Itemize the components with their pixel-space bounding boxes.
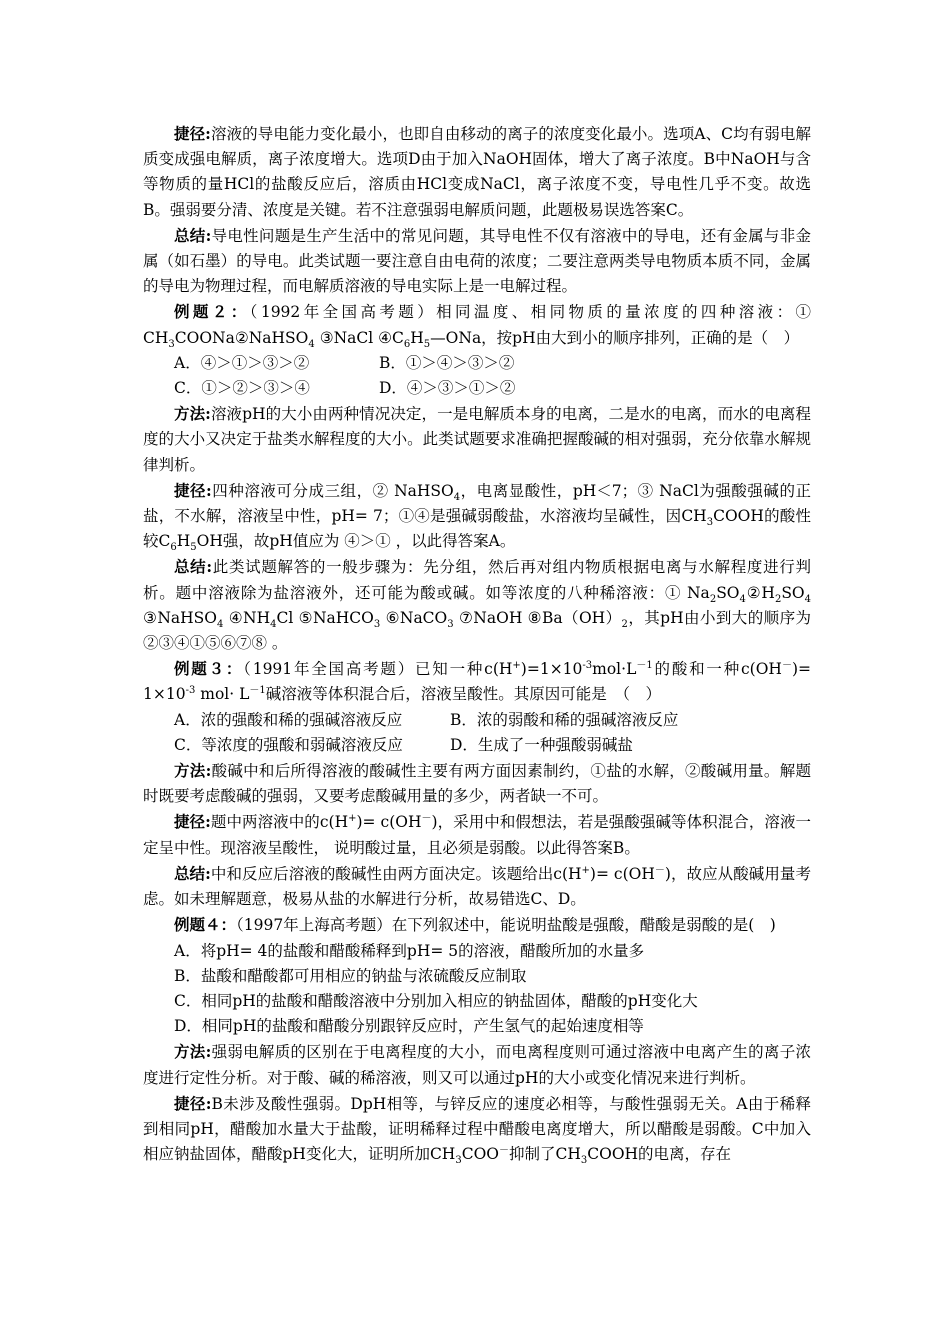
- subscript: 3: [168, 338, 175, 350]
- text-run: 碱溶液等体积混合后，溶液呈酸性。其原因可能是 （ ）: [265, 685, 662, 704]
- label-shortcut: 捷径:: [174, 480, 212, 500]
- text-run: ，其pH由小到大的顺序为 ②③④①⑤⑥⑦⑧ 。: [143, 608, 811, 653]
- paragraph-text: 导电性问题是生产生活中的常见问题，其导电性不仅有溶液中的导电，还有金属与非金属（如石墨）的导电。此类试题一要注意自由电荷的浓度；二要注意两类导电物质本质不同，金属的导电为物理过程，而电解质溶液的导电实际上是一电解过程。: [143, 226, 811, 296]
- subscript: 5: [423, 338, 431, 350]
- text-run: ②H: [745, 583, 775, 602]
- label-example-4: 例题４：: [174, 915, 237, 935]
- subscript: 4: [739, 593, 746, 605]
- superscript: +: [581, 864, 590, 876]
- paragraph-shortcut-1: [143, 121, 811, 223]
- label-example-2: 例题２：: [174, 302, 250, 322]
- paragraph-text: 酸碱中和后所得溶液的酸碱性主要有两方面因素制约，①盐的水解，②酸碱用量。解题时既要考虑酸碱的强弱，又要考虑酸碱用量的多少，两者缺一不可。: [143, 762, 811, 806]
- option-a: A．将pH= 4的盐酸和醋酸稀释到pH= 5的溶液，醋酸所加的水量多: [174, 941, 645, 960]
- text-run: SO: [781, 583, 805, 602]
- text-run: SO: [716, 583, 740, 602]
- superscript: -3: [185, 685, 196, 697]
- text-run: ，电离显酸性，pH＜7；③ NaCl为强酸强碱的正盐，不水解，溶液呈中性，pH= 7；①④是强碱弱酸盐，水溶液均呈碱性，因CH: [143, 481, 811, 526]
- text-run: COONa②NaHSO: [174, 328, 309, 347]
- text-run: 的酸和一种c(OH: [652, 660, 782, 679]
- paragraph-summary-1: [143, 223, 811, 300]
- superscript: －1: [636, 660, 653, 672]
- superscript: －: [654, 864, 665, 876]
- subscript: 3: [580, 1155, 588, 1167]
- subscript: 3: [373, 618, 381, 630]
- text-run: 中和反应后溶液的酸碱性由两方面决定。该题给出c(H: [210, 864, 582, 883]
- subscript: 4: [308, 338, 315, 350]
- paragraph-text: 溶液的导电能力变化最小，也即自由移动的离子的浓度变化最小。选项A、C均有弱电解质变成强电解质，离子浓度增大。选项D由于加入NaOH固体，增大了离子浓度。B中NaOH与含等物质的量HCl的盐酸反应后，溶质由HCl变成NaCl，离子浓度不变，导电性几乎不变。故选B。强弱要分清、浓度是关键。若不注意强弱电解质问题，此题极易误选答案C。: [143, 125, 811, 219]
- superscript: －: [421, 813, 432, 825]
- paragraph-shortcut-4: [143, 1091, 811, 1168]
- label-example-3: 例题３：: [174, 659, 244, 679]
- subscript: 4: [216, 618, 224, 630]
- subscript: 2: [774, 593, 782, 605]
- superscript: －: [781, 660, 792, 672]
- option-c: C．等浓度的强酸和弱碱溶液反应: [174, 735, 403, 754]
- example-3-question: [143, 656, 811, 707]
- paragraph-method-2: [143, 401, 811, 478]
- example-4-question: [143, 912, 811, 938]
- paragraph-method-4: [143, 1039, 811, 1090]
- option-b: B．盐酸和醋酸都可用相应的钠盐与浓硫酸反应制取: [174, 966, 527, 985]
- label-shortcut: 捷径:: [174, 124, 211, 143]
- superscript: -3: [582, 660, 593, 672]
- text-run: )=1×10: [520, 660, 583, 679]
- label-method: 方法:: [174, 761, 212, 781]
- paragraph-method-3: [143, 758, 811, 809]
- text-run: COOH的酸性较C: [143, 507, 811, 551]
- text-run: COO: [461, 1145, 499, 1164]
- paragraph-shortcut-3: [143, 809, 811, 860]
- subscript: 5: [190, 542, 197, 554]
- subscript: 6: [170, 542, 177, 554]
- text-run: 四种溶液可分成三组，② NaHSO: [211, 481, 454, 500]
- paragraph-summary-3: [143, 861, 811, 912]
- text-run: ⑥NaCO: [380, 608, 448, 627]
- text-run: B未涉及酸性强弱。DpH相等，与锌反应的速度必相等，与酸性强弱无关。A由于稀释到相同pH，醋酸加水量大于盐酸，证明稀释过程中醋酸电离度增大，所以醋酸是弱酸。C中加入相应钠盐固体，醋酸pH变化大，证明所加CH: [143, 1094, 812, 1164]
- text-run: ④NH: [223, 608, 271, 627]
- subscript: 3: [447, 618, 454, 630]
- paragraph-text: 强弱电解质的区别在于电离程度的大小，而电离程度则可通过溶液中电离产生的离子浓度进行定性分析。对于酸、碱的稀溶液，则又可以通过pH的大小或变化情况来进行判析。: [143, 1043, 811, 1087]
- document-page: [143, 121, 811, 1167]
- text-run: ⑦NaOH ⑧Ba（OH）: [453, 608, 622, 627]
- label-method: 方法:: [174, 404, 211, 424]
- text-run: )= c(OH: [356, 813, 422, 832]
- superscript: －1: [249, 685, 266, 697]
- example-3-options-row-1: [143, 708, 811, 733]
- subscript: 4: [804, 593, 812, 605]
- text-run: —ONa，按pH由大到小的顺序排列，正确的是（ ）: [430, 328, 800, 347]
- text-run: OH强，故pH值应为 ④＞① ，以此得答案A。: [196, 532, 516, 551]
- label-shortcut: 捷径:: [174, 812, 211, 832]
- text-run: 题中两溶液中的c(H: [210, 813, 349, 832]
- superscript: +: [348, 813, 357, 825]
- subscript: 2: [621, 618, 628, 630]
- option-c: C．①＞②＞③＞④: [174, 379, 310, 398]
- example-3-options-row-2: [143, 733, 811, 758]
- paragraph-summary-2: [143, 554, 811, 656]
- option-b: B．①＞④＞③＞②: [379, 353, 515, 372]
- text-run: mol·L: [592, 660, 637, 679]
- text-run: )= 1×10: [143, 660, 811, 704]
- example-2-options-row-1: [143, 351, 811, 376]
- text-run: （1997年上海高考题）在下列叙述中，能说明盐酸是强酸，醋酸是弱酸的是( ): [236, 916, 776, 935]
- text-run: )= c(OH: [589, 864, 655, 883]
- example-2-options-row-2: [143, 376, 811, 401]
- text-run: H: [176, 532, 191, 551]
- label-summary: 总结:: [174, 557, 213, 577]
- label-summary: 总结:: [174, 225, 212, 245]
- option-d: D．相同pH的盐酸和醋酸分别跟锌反应时，产生氢气的起始速度相等: [174, 1017, 644, 1036]
- text-run: mol· L: [195, 685, 250, 704]
- example-2-question: [143, 299, 811, 350]
- subscript: 6: [403, 338, 411, 350]
- text-run: Cl ⑤NaHCO: [276, 608, 374, 627]
- subscript: 3: [455, 1155, 462, 1167]
- subscript: 4: [270, 618, 277, 630]
- superscript: +: [512, 660, 521, 672]
- label-summary: 总结:: [174, 863, 211, 883]
- subscript: 3: [706, 517, 714, 529]
- option-c: C．相同pH的盐酸和醋酸溶液中分别加入相应的钠盐固体，醋酸的pH变化大: [174, 991, 698, 1010]
- text-run: )，采用中和假想法，若是强酸强碱等体积混合，溶液一定呈中性。现溶液呈酸性， 说明酸过量，且必须是弱酸。以此得答案B。: [143, 813, 812, 857]
- subscript: 2: [709, 593, 717, 605]
- option-b: B．浓的弱酸和稀的强碱溶液反应: [450, 710, 679, 729]
- text-run: COOH的电离，存在: [587, 1145, 732, 1164]
- text-run: 抑制了CH: [508, 1145, 581, 1164]
- text-run: ③NaCl ④C: [314, 328, 404, 347]
- label-shortcut: 捷径:: [174, 1093, 212, 1113]
- option-d: D．④＞③＞①＞②: [379, 379, 516, 398]
- text-run: )，故应从酸碱用量考虑。如未理解题意，极易从盐的水解进行分析，故易错选C、D。: [143, 864, 811, 909]
- option-a: A．浓的强酸和稀的强碱溶液反应: [174, 710, 403, 729]
- text-run: ③NaHSO: [143, 608, 217, 627]
- option-a: A．④＞①＞③＞②: [174, 353, 310, 372]
- label-method: 方法:: [174, 1042, 212, 1062]
- text-run: 此类试题解答的一般步骤为：先分组，然后再对组内物质根据电离与水解程度进行判析。题中溶液除为盐溶液外，还可能为酸或碱。如等浓度的八种稀溶液：① Na: [143, 558, 811, 602]
- subscript: 4: [453, 491, 461, 503]
- text-run: （1991年全国高考题）已知一种c(H: [243, 660, 513, 679]
- paragraph-shortcut-2: [143, 478, 811, 555]
- option-d: D．生成了一种强酸弱碱盐: [450, 735, 633, 754]
- text-run: （1992年全国高考题）相同温度、相同物质的量浓度的四种溶液：① CH: [143, 303, 811, 347]
- paragraph-text: 溶液pH的大小由两种情况决定，一是电解质本身的电离，二是水的电离，而水的电离程度的大小又决定于盐类水解程度的大小。此类试题要求准确把握酸碱的相对强弱，充分依靠水解规律判析。: [143, 405, 811, 474]
- text-run: H: [410, 328, 424, 347]
- superscript: －: [498, 1144, 509, 1156]
